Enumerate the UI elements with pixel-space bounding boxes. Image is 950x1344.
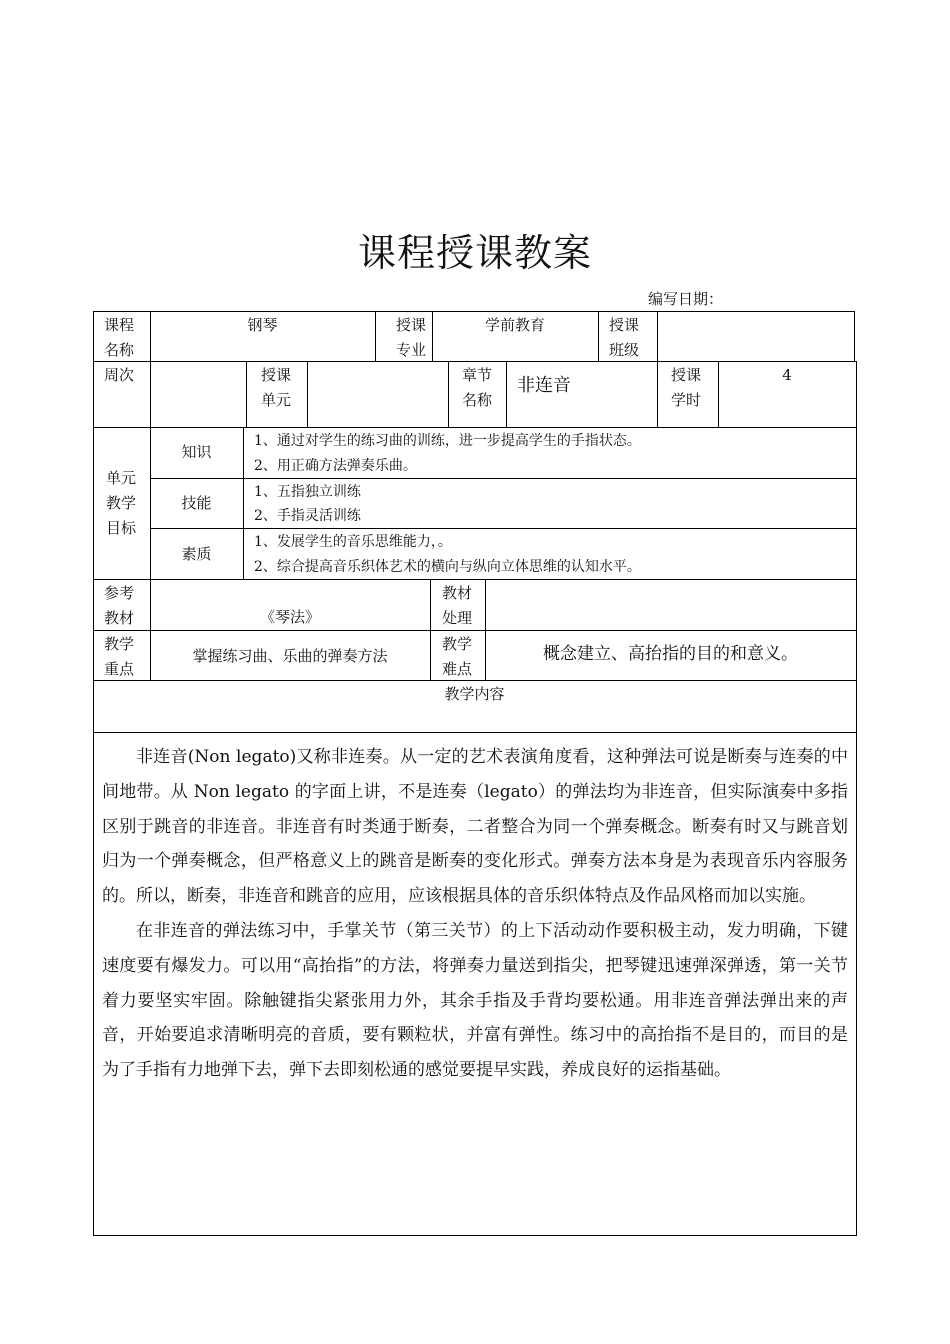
- materials-handling-label: 教材 处理: [442, 584, 473, 627]
- content-paragraph: 在非连音的弹法练习中，手掌关节（第三关节）的上下活动动作要积极主动，发力明确，下键速度要有爆发力。可以用“高抬指”的方法，将弹奏力量送到指尖，把琴键迅速弹深弹透，第一关节着力要坚实牢固。除触键指尖紧张用力外，其余手指及手背均要松通。用非连音弹法弹出来的声音，开始要追求清晰明亮的音质，要有颗粒状，并富有弹性。练习中的高抬指不是目的，而目的是为了手指有力地弹下去，弹下去即刻松通的感觉要提早实践，养成良好的运指基础。: [102, 920, 848, 1081]
- objective-quality-line-1: 1、发展学生的音乐思维能力，。: [254, 534, 452, 550]
- materials-label: 参考 教材: [104, 584, 135, 627]
- objective-knowledge-line-1: 1、通过对学生的练习曲的训练，进一步提高学生的手指状态。: [254, 433, 641, 449]
- objective-skill-label: 技能: [181, 494, 212, 512]
- objective-quality-label: 素质: [181, 545, 212, 563]
- objective-skill-line-1: 1、五指独立训练: [254, 484, 361, 500]
- objective-knowledge-line-2: 2、用正确方法弹奏乐曲。: [254, 458, 417, 474]
- major-value: 学前教育: [484, 316, 545, 334]
- major-label: 授课 专业: [396, 316, 427, 359]
- objective-knowledge-label: 知识: [181, 443, 212, 461]
- difficulty-value: 概念建立、高抬指的目的和意义。: [543, 644, 798, 664]
- week-label: 周次: [104, 366, 135, 384]
- objective-quality-line-2: 2、综合提高音乐织体艺术的横向与纵向立体思维的认知水平。: [254, 559, 641, 575]
- class-label: 授课 班级: [609, 316, 640, 359]
- key-points-label: 教学 重点: [104, 635, 135, 678]
- date-label: 编写日期：: [648, 290, 724, 308]
- materials-value: 《琴法》: [259, 608, 320, 626]
- teaching-content-body: [102, 740, 848, 1088]
- course-name-label: 课程 名称: [104, 316, 135, 359]
- unit-label: 授课 单元: [261, 366, 292, 409]
- teaching-content-heading: 教学内容: [444, 685, 505, 703]
- content-paragraph: 非连音(Non legato)又称非连奏。从一定的艺术表演角度看，这种弹法可说是断奏与连奏的中间地带。从 Non legato 的字面上讲，不是连奏（legato）的弹法均为非连音，但实际演奏中多指区别于跳音的非连音。非连音有时类通于断奏，二者整合为同一个弹奏概念。断奏有时又与跳音划归为一个弹奏概念，但严格意义上的跳音是断奏的变化形式。弹奏方法本身是为表现音乐内容服务的。所以，断奏，非连音和跳音的应用，应该根据具体的音乐织体特点及作品风格而加以实施。: [102, 747, 848, 907]
- hours-value: 4: [782, 366, 792, 384]
- objectives-label: 单元 教学 目标: [106, 469, 137, 537]
- hours-label: 授课 学时: [671, 366, 702, 409]
- difficulty-label: 教学 难点: [442, 635, 473, 678]
- course-name-value: 钢琴: [247, 316, 278, 334]
- page-title: 课程授课教案: [357, 231, 592, 275]
- objective-skill-line-2: 2、手指灵活训练: [254, 508, 361, 524]
- chapter-value: 非连音: [517, 375, 571, 396]
- chapter-label: 章节 名称: [462, 366, 493, 409]
- key-points-value: 掌握练习曲、乐曲的弹奏方法: [192, 647, 388, 665]
